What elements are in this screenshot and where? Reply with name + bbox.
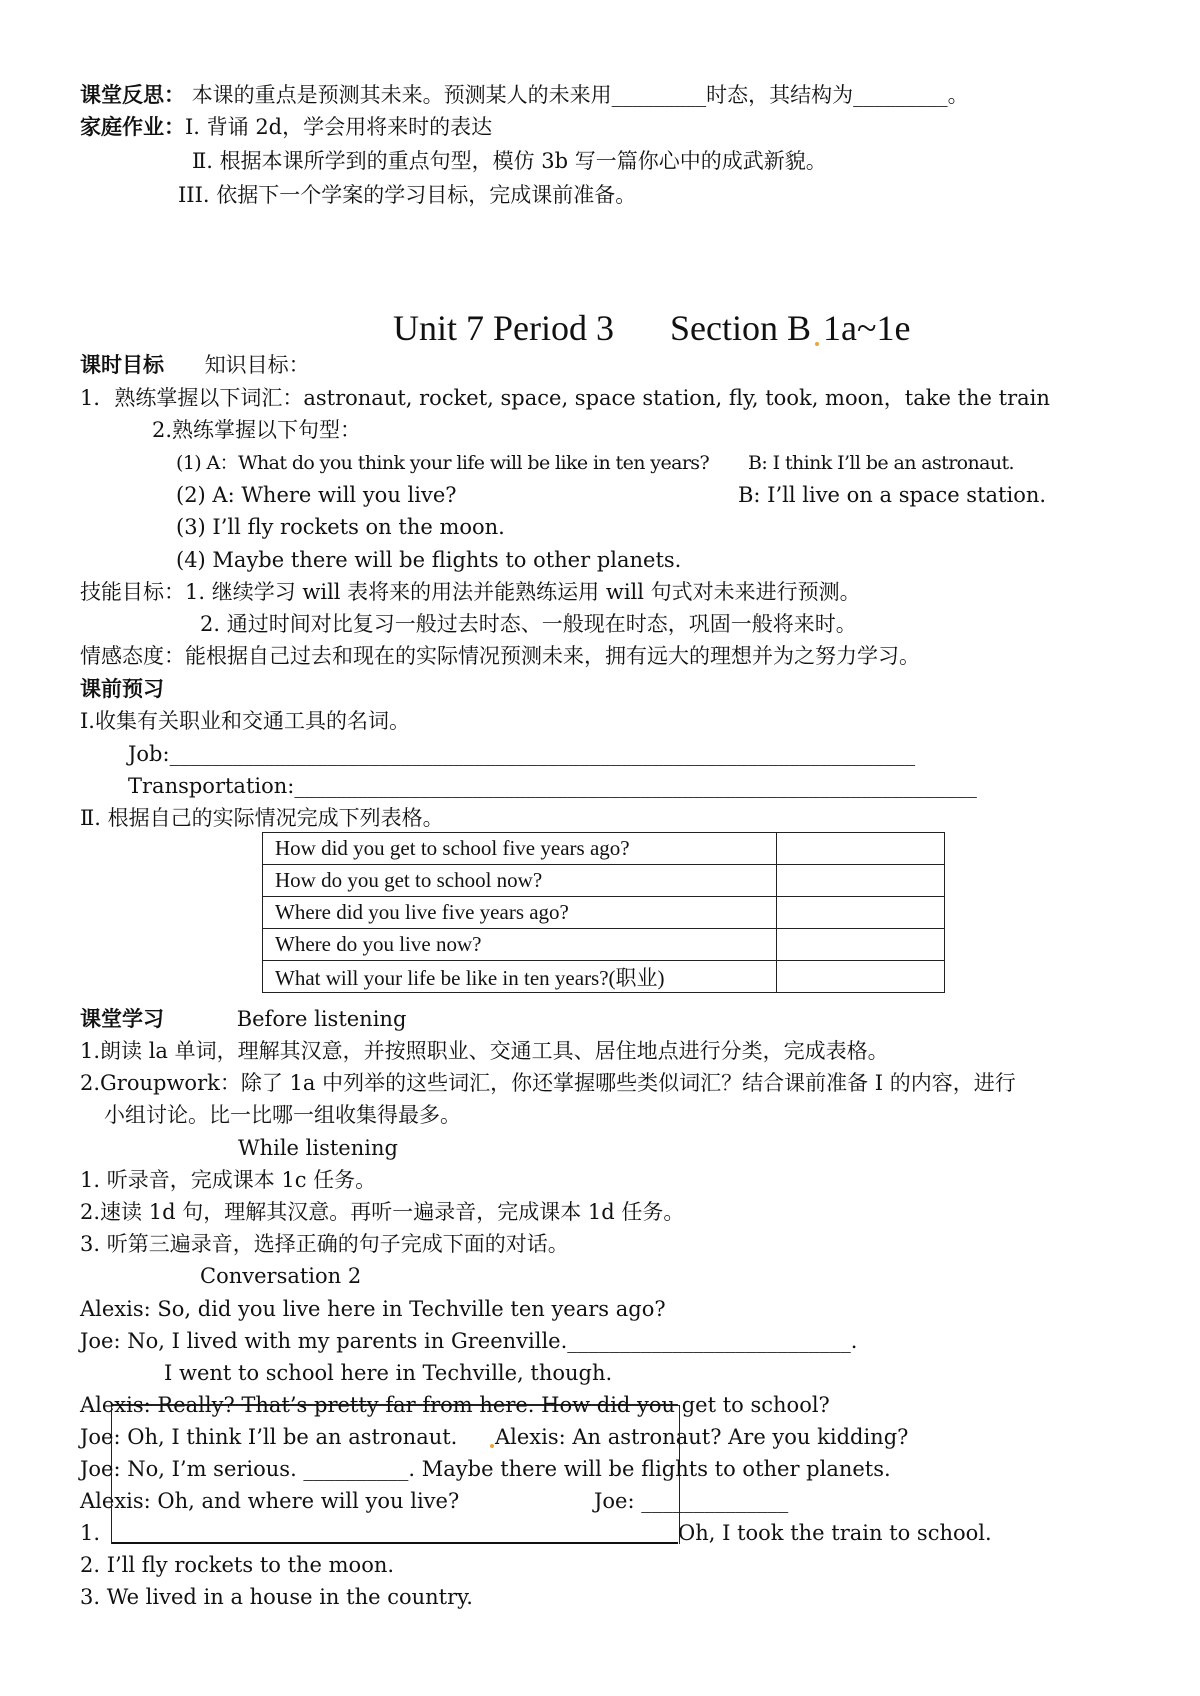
- before-task-2b: 小组讨论。比一比哪一组收集得最多。: [104, 1103, 461, 1127]
- dialogue-line-4: Alexis: Really? That’s pretty far from here. How did you get to school?: [80, 1393, 830, 1417]
- preview-task-2: Ⅱ. 根据自己的实际情况完成下列表格。: [80, 806, 444, 830]
- option-2: 2. I’ll fly rockets to the moon.: [80, 1553, 395, 1577]
- while-task-2: 2.速读 1d 句，理解其汉意。再听一遍录音，完成课本 1d 任务。: [80, 1200, 685, 1224]
- attitude-line: 情感态度：能根据自己过去和现在的实际情况预测未来，拥有远大的理想并为之努力学习。: [80, 644, 920, 668]
- table-answer-cell[interactable]: [777, 961, 945, 993]
- title-range: 1a~1e: [823, 308, 911, 348]
- preview-task-1: I.收集有关职业和交通工具的名词。: [80, 709, 410, 733]
- table-row: [263, 929, 945, 961]
- dialogue-line-2: Joe: No, I lived with my parents in Greenville.___________________________.: [80, 1329, 858, 1353]
- option-3: 3. We lived in a house in the country.: [80, 1585, 473, 1609]
- classwork-heading: [80, 1004, 406, 1034]
- dialogue-line-7a: Alexis: Oh, and where will you live?: [80, 1489, 460, 1513]
- while-listening-label: While listening: [238, 1136, 398, 1160]
- homework-line: [80, 112, 492, 142]
- pattern-2b: B: I’ll live on a space station.: [738, 483, 1047, 507]
- table-question: Where did you live five years ago?: [263, 897, 777, 929]
- table-answer-cell[interactable]: [777, 929, 945, 961]
- pattern-1b: B: I think I’ll be an astronaut.: [748, 452, 1014, 474]
- dialogue-line-5a: Joe: Oh, I think I’ll be an astronaut.: [80, 1425, 458, 1449]
- dialogue-line-5b-wrap: [490, 1422, 908, 1452]
- reflection-text: 本课的重点是预测其未来。预测某人的未来用_________时态，其结构为_________。: [191, 83, 969, 107]
- preview-table: [262, 832, 945, 993]
- title-section: Section B: [670, 308, 811, 348]
- transportation-line: Transportation:_________________________________________________________________: [128, 774, 977, 798]
- job-line: Job:_______________________________________________________________________: [128, 742, 916, 766]
- table-answer-cell[interactable]: [777, 833, 945, 865]
- pattern-3: (3) I’ll fly rockets on the moon.: [176, 515, 505, 539]
- table-answer-cell[interactable]: [777, 897, 945, 929]
- mark-dot: [490, 1444, 494, 1448]
- homework-item-3: III. 依据下一个学案的学习目标，完成课前准备。: [178, 183, 637, 207]
- pattern-2a: (2) A: Where will you live?: [176, 483, 457, 507]
- option-1-text: Oh, I took the train to school.: [678, 1521, 992, 1545]
- reflection-label: 课堂反思：: [80, 82, 185, 107]
- table-answer-cell[interactable]: [777, 865, 945, 897]
- table-question: How do you get to school now?: [263, 865, 777, 897]
- option-1-number: 1.: [80, 1521, 101, 1545]
- preview-label: 课前预习: [80, 676, 164, 701]
- title-unit: Unit 7 Period 3: [393, 308, 614, 348]
- table-question: Where do you live now?: [263, 929, 777, 961]
- dialogue-line-1: Alexis: So, did you live here in Techville ten years ago?: [80, 1297, 666, 1321]
- table-row: [263, 897, 945, 929]
- dialogue-line-7b: Joe: ______________: [594, 1489, 789, 1513]
- before-task-1: 1.朗读 la 单词，理解其汉意，并按照职业、交通工具、居住地点进行分类，完成表格。: [80, 1039, 889, 1063]
- pattern-1a: (1) A：What do you think your life will be like in ten years?: [176, 452, 710, 474]
- while-task-1: 1. 听录音，完成课本 1c 任务。: [80, 1168, 377, 1192]
- objectives-label: 课时目标: [80, 352, 164, 377]
- conversation-title: Conversation 2: [200, 1264, 362, 1288]
- skill-2: 2. 通过时间对比复习一般过去时态、一般现在时态，巩固一般将来时。: [200, 612, 857, 636]
- table-question: What will your life be like in ten years?(职业): [263, 961, 777, 993]
- table-row: [263, 961, 945, 993]
- page-title: [393, 306, 910, 350]
- dialogue-line-3: I went to school here in Techville, though.: [164, 1361, 613, 1385]
- skill-1: 技能目标：1. 继续学习 will 表将来的用法并能熟练运用 will 句式对未来进行预测。: [80, 580, 861, 604]
- vocab-line: 1．熟练掌握以下词汇：astronaut, rocket, space, space station, fly, took, moon，take the train: [80, 386, 1050, 410]
- objectives-heading: [80, 350, 310, 380]
- patterns-label: 2.熟练掌握以下句型：: [152, 418, 362, 442]
- before-task-2a: 2.Groupwork：除了 1a 中列举的这些词汇，你还掌握哪些类似词汇？结合课前准备 I 的内容，进行: [80, 1071, 1016, 1095]
- while-task-3: 3. 听第三遍录音，选择正确的句子完成下面的对话。: [80, 1232, 569, 1256]
- dialogue-line-6: Joe: No, I’m serious. __________. Maybe there will be flights to other planets.: [80, 1457, 891, 1481]
- homework-label: 家庭作业：: [80, 114, 185, 139]
- homework-item-2: Ⅱ. 根据本课所学到的重点句型，模仿 3b 写一篇你心中的成武新貌。: [192, 149, 827, 173]
- dialogue-line-5b: Alexis: An astronaut? Are you kidding?: [495, 1425, 909, 1449]
- reflection-line: [80, 80, 969, 110]
- table-row: [263, 833, 945, 865]
- table-question: How did you get to school five years ago?: [263, 833, 777, 865]
- mark-dot: [815, 342, 819, 346]
- before-listening-label: Before listening: [236, 1007, 407, 1031]
- table-row: [263, 865, 945, 897]
- knowledge-label: 知识目标：: [204, 353, 310, 377]
- option-1-blank: [112, 1542, 678, 1544]
- classwork-label: 课堂学习: [80, 1006, 164, 1031]
- pattern-4: (4) Maybe there will be flights to other planets.: [176, 548, 682, 572]
- homework-item-1: Ⅰ. 背诵 2d，学会用将来时的表达: [185, 115, 493, 139]
